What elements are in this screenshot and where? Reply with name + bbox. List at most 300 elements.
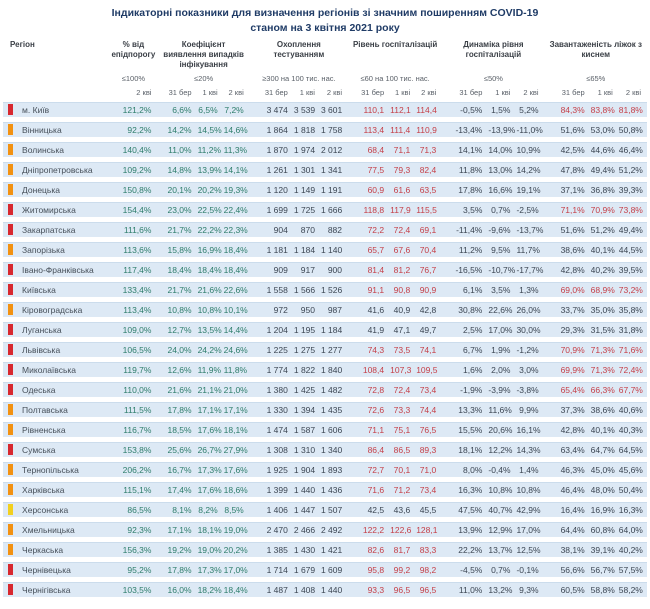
table-row	[3, 482, 647, 497]
region-marker-cell	[3, 102, 19, 117]
table-row	[3, 282, 647, 297]
testing-coverage-value: 1 758	[321, 122, 348, 137]
region-status-marker-icon	[8, 584, 13, 595]
oxygen-bed-occupancy-value: 38,1%	[545, 542, 591, 557]
region-status-marker-icon	[8, 304, 13, 315]
region-marker-cell	[3, 262, 19, 277]
region-marker-cell	[3, 362, 19, 377]
testing-coverage-value: 1 904	[294, 462, 321, 477]
epidemic-threshold-value: 106,5%	[109, 342, 157, 357]
testing-coverage-value: 1 864	[250, 122, 294, 137]
oxygen-bed-occupancy-value: 64,0%	[619, 522, 647, 537]
region-status-marker-icon	[8, 544, 13, 555]
testing-coverage-value: 3 539	[294, 102, 321, 117]
table-row	[3, 582, 647, 597]
testing-coverage-value: 2 012	[321, 142, 348, 157]
detection-coefficient-value: 17,0%	[224, 562, 250, 577]
region-name: Львівська	[19, 342, 109, 357]
region-status-marker-icon	[8, 384, 13, 395]
table-row	[3, 462, 647, 477]
oxygen-bed-occupancy-value: 71,3%	[591, 342, 619, 357]
hospitalization-level-value: 67,6	[390, 242, 416, 257]
table-row	[3, 502, 647, 517]
detection-coefficient-value: 24,6%	[224, 342, 250, 357]
hospitalization-dynamics-value: 13,0%	[488, 162, 516, 177]
testing-coverage-value: 1 394	[294, 402, 321, 417]
threshold-detection: ≤20%	[157, 75, 249, 83]
detection-coefficient-value: 13,5%	[198, 322, 224, 337]
detection-coefficient-value: 14,4%	[224, 322, 250, 337]
epidemic-threshold-value: 154,4%	[109, 202, 157, 217]
region-status-marker-icon	[8, 264, 13, 275]
hospitalization-level-value: 73,3	[390, 402, 416, 417]
region-name: Житомирська	[19, 202, 109, 217]
oxygen-bed-occupancy-value: 16,9%	[591, 502, 619, 517]
hospitalization-level-value: 86,4	[348, 442, 390, 457]
detection-coefficient-value: 14,5%	[198, 122, 224, 137]
testing-coverage-value: 987	[321, 302, 348, 317]
region-status-marker-icon	[8, 244, 13, 255]
region-status-marker-icon	[8, 344, 13, 355]
hospitalization-level-value: 81,7	[390, 542, 416, 557]
region-marker-cell	[3, 402, 19, 417]
detection-coefficient-value: 17,8%	[157, 562, 197, 577]
hospitalization-dynamics-value: 0,7%	[488, 202, 516, 217]
oxygen-bed-occupancy-value: 46,4%	[619, 142, 647, 157]
testing-coverage-value: 1 399	[250, 482, 294, 497]
oxygen-bed-occupancy-value: 31,5%	[591, 322, 619, 337]
testing-coverage-value: 882	[321, 222, 348, 237]
hospitalization-dynamics-value: 22,6%	[488, 302, 516, 317]
testing-coverage-value: 1 609	[321, 562, 348, 577]
testing-coverage-value: 917	[294, 262, 321, 277]
testing-coverage-value: 1 195	[294, 322, 321, 337]
region-name: Закарпатська	[19, 222, 109, 237]
oxygen-bed-occupancy-value: 45,6%	[619, 462, 647, 477]
region-status-marker-icon	[8, 184, 13, 195]
epidemic-threshold-value: 113,4%	[109, 302, 157, 317]
region-marker-cell	[3, 242, 19, 257]
region-name: Одеська	[19, 382, 109, 397]
hospitalization-level-value: 71,2	[390, 482, 416, 497]
detection-coefficient-value: 18,6%	[224, 482, 250, 497]
hospitalization-dynamics-value: 13,7%	[488, 542, 516, 557]
testing-coverage-value: 1 440	[294, 482, 321, 497]
testing-coverage-value: 1 487	[250, 582, 294, 597]
oxygen-bed-occupancy-value: 39,5%	[619, 262, 647, 277]
detection-coefficient-value: 14,6%	[224, 122, 250, 137]
testing-coverage-value: 1 225	[250, 342, 294, 357]
region-marker-cell	[3, 322, 19, 337]
oxygen-bed-occupancy-value: 45,0%	[591, 462, 619, 477]
oxygen-bed-occupancy-value: 46,4%	[545, 482, 591, 497]
region-name: Херсонська	[19, 502, 109, 517]
epidemic-threshold-value: 133,4%	[109, 282, 157, 297]
oxygen-bed-occupancy-value: 81,8%	[619, 102, 647, 117]
table-row	[3, 242, 647, 257]
detection-coefficient-value: 18,2%	[198, 582, 224, 597]
region-status-marker-icon	[8, 164, 13, 175]
region-marker-cell	[3, 122, 19, 137]
oxygen-bed-occupancy-value: 50,8%	[619, 122, 647, 137]
table-row	[3, 442, 647, 457]
oxygen-bed-occupancy-value: 64,7%	[591, 442, 619, 457]
oxygen-bed-occupancy-value: 16,3%	[619, 502, 647, 517]
detection-coefficient-value: 11,3%	[224, 142, 250, 157]
epidemic-threshold-value: 113,6%	[109, 242, 157, 257]
epidemic-threshold-value: 103,5%	[109, 582, 157, 597]
oxygen-bed-occupancy-value: 71,6%	[619, 342, 647, 357]
region-name: Миколаївська	[19, 362, 109, 377]
hospitalization-dynamics-value: 15,5%	[442, 422, 488, 437]
hospitalization-level-value: 63,5	[416, 182, 442, 197]
detection-coefficient-value: 21,0%	[224, 382, 250, 397]
hospitalization-dynamics-value: 17,0%	[516, 522, 544, 537]
date-label: 31 бер	[545, 89, 591, 97]
hospitalization-level-value: 74,4	[416, 402, 442, 417]
detection-coefficient-value: 16,0%	[157, 582, 197, 597]
hospitalization-level-value: 73,5	[390, 342, 416, 357]
hospitalization-dynamics-value: 11,0%	[442, 582, 488, 597]
detection-coefficient-value: 11,9%	[198, 362, 224, 377]
hospitalization-dynamics-value: 16,6%	[488, 182, 516, 197]
oxygen-bed-occupancy-value: 60,8%	[591, 522, 619, 537]
header-group-row	[3, 40, 647, 70]
detection-coefficient-value: 17,8%	[157, 402, 197, 417]
detection-coefficient-value: 6,6%	[157, 102, 197, 117]
oxygen-bed-occupancy-value: 69,0%	[545, 282, 591, 297]
testing-coverage-value: 2 492	[321, 522, 348, 537]
table-row	[3, 362, 647, 377]
date-label: 2 кві	[416, 89, 442, 97]
hospitalization-dynamics-value: 6,7%	[442, 342, 488, 357]
region-name: Дніпропетровська	[19, 162, 109, 177]
region-name: Рівненська	[19, 422, 109, 437]
epidemic-threshold-value: 140,4%	[109, 142, 157, 157]
oxygen-bed-occupancy-value: 48,0%	[591, 482, 619, 497]
testing-coverage-value: 1 925	[250, 462, 294, 477]
hospitalization-level-value: 76,5	[416, 422, 442, 437]
oxygen-bed-occupancy-value: 44,6%	[591, 142, 619, 157]
testing-coverage-value: 1 341	[321, 162, 348, 177]
hospitalization-dynamics-value: 30,8%	[442, 302, 488, 317]
testing-coverage-value: 1 558	[250, 282, 294, 297]
detection-coefficient-value: 8,2%	[198, 502, 224, 517]
hospitalization-level-value: 70,4	[416, 242, 442, 257]
oxygen-bed-occupancy-value: 83,8%	[591, 102, 619, 117]
detection-coefficient-value: 11,2%	[198, 142, 224, 157]
region-marker-cell	[3, 442, 19, 457]
date-label: 1 кві	[591, 89, 619, 97]
oxygen-bed-occupancy-value: 42,8%	[545, 262, 591, 277]
hospitalization-level-value: 41,6	[348, 302, 390, 317]
detection-coefficient-value: 12,6%	[157, 362, 197, 377]
detection-coefficient-value: 24,0%	[157, 342, 197, 357]
hospitalization-level-value: 49,7	[416, 322, 442, 337]
hospitalization-level-value: 96,5	[416, 582, 442, 597]
oxygen-bed-occupancy-value: 42,8%	[545, 422, 591, 437]
oxygen-bed-occupancy-value: 70,9%	[545, 342, 591, 357]
oxygen-bed-occupancy-value: 63,4%	[545, 442, 591, 457]
detection-coefficient-value: 18,4%	[198, 262, 224, 277]
hospitalization-dynamics-value: 40,7%	[488, 502, 516, 517]
hospitalization-level-value: 117,9	[390, 202, 416, 217]
detection-coefficient-value: 16,9%	[198, 242, 224, 257]
oxygen-bed-occupancy-value: 40,1%	[591, 422, 619, 437]
hospitalization-level-value: 71,0	[416, 462, 442, 477]
hospitalization-level-value: 81,4	[348, 262, 390, 277]
hospitalization-level-value: 81,2	[390, 262, 416, 277]
oxygen-bed-occupancy-value: 57,5%	[619, 562, 647, 577]
oxygen-bed-occupancy-value: 53,0%	[591, 122, 619, 137]
detection-coefficient-value: 20,1%	[157, 182, 197, 197]
hospitalization-dynamics-value: 2,5%	[442, 322, 488, 337]
detection-coefficient-value: 11,0%	[157, 142, 197, 157]
epidemic-threshold-value: 116,7%	[109, 422, 157, 437]
epidemic-threshold-value: 109,0%	[109, 322, 157, 337]
hospitalization-dynamics-value: 11,2%	[442, 242, 488, 257]
epidemic-threshold-value: 95,2%	[109, 562, 157, 577]
detection-coefficient-value: 18,4%	[224, 262, 250, 277]
hospitalization-level-value: 40,9	[390, 302, 416, 317]
hospitalization-level-value: 41,9	[348, 322, 390, 337]
testing-coverage-value: 1 679	[294, 562, 321, 577]
hospitalization-dynamics-value: 17,8%	[442, 182, 488, 197]
report-title	[0, 0, 650, 35]
column-header-testing-coverage: Охоплення тестуванням	[250, 40, 348, 70]
detection-coefficient-value: 10,8%	[157, 302, 197, 317]
hospitalization-dynamics-value: 3,5%	[442, 202, 488, 217]
testing-coverage-value: 1 566	[294, 282, 321, 297]
region-status-marker-icon	[8, 144, 13, 155]
hospitalization-level-value: 111,4	[390, 122, 416, 137]
hospitalization-level-value: 65,7	[348, 242, 390, 257]
testing-coverage-value: 1 275	[294, 342, 321, 357]
hospitalization-dynamics-value: 11,8%	[442, 162, 488, 177]
table-row	[3, 342, 647, 357]
hospitalization-dynamics-value: 16,1%	[516, 422, 544, 437]
hospitalization-dynamics-value: 1,3%	[516, 282, 544, 297]
hospitalization-level-value: 82,4	[416, 162, 442, 177]
testing-coverage-value: 1 277	[321, 342, 348, 357]
hospitalization-level-value: 71,3	[416, 142, 442, 157]
hospitalization-dynamics-value: 14,2%	[516, 162, 544, 177]
testing-coverage-value: 950	[294, 302, 321, 317]
detection-coefficient-value: 6,5%	[198, 102, 224, 117]
threshold-epidemic: ≤100%	[109, 75, 157, 83]
hospitalization-level-value: 70,1	[390, 462, 416, 477]
date-label: 2 кві	[321, 89, 348, 97]
region-marker-cell	[3, 482, 19, 497]
region-marker-cell	[3, 142, 19, 157]
testing-coverage-value: 1 893	[321, 462, 348, 477]
hospitalization-level-value: 122,6	[390, 522, 416, 537]
hospitalization-level-value: 90,9	[416, 282, 442, 297]
table-row	[3, 122, 647, 137]
detection-coefficient-value: 21,6%	[157, 382, 197, 397]
testing-coverage-value: 1 385	[250, 542, 294, 557]
hospitalization-dynamics-value: 11,7%	[516, 242, 544, 257]
date-label: 2 кві	[619, 89, 647, 97]
hospitalization-dynamics-value: 14,1%	[442, 142, 488, 157]
region-marker-cell	[3, 542, 19, 557]
testing-coverage-value: 1 301	[294, 162, 321, 177]
oxygen-bed-occupancy-value: 47,8%	[545, 162, 591, 177]
testing-coverage-value: 1 474	[250, 422, 294, 437]
hospitalization-dynamics-value: -9,6%	[488, 222, 516, 237]
region-status-marker-icon	[8, 444, 13, 455]
hospitalization-dynamics-value: 12,2%	[488, 442, 516, 457]
column-header-region: Регіон	[3, 40, 109, 70]
region-status-marker-icon	[8, 424, 13, 435]
table-row	[3, 222, 647, 237]
hospitalization-dynamics-value: 18,1%	[442, 442, 488, 457]
hospitalization-level-value: 95,8	[348, 562, 390, 577]
testing-coverage-value: 1 149	[294, 182, 321, 197]
detection-coefficient-value: 17,3%	[198, 462, 224, 477]
oxygen-bed-occupancy-value: 46,3%	[545, 462, 591, 477]
hospitalization-dynamics-value: 47,5%	[442, 502, 488, 517]
oxygen-bed-occupancy-value: 40,1%	[591, 242, 619, 257]
hospitalization-level-value: 79,3	[390, 162, 416, 177]
table-row	[3, 522, 647, 537]
hospitalization-level-value: 96,5	[390, 582, 416, 597]
detection-coefficient-value: 22,4%	[224, 202, 250, 217]
region-marker-cell	[3, 462, 19, 477]
hospitalization-dynamics-value: 1,4%	[516, 462, 544, 477]
header-threshold-row	[3, 75, 647, 83]
hospitalization-dynamics-value: 17,0%	[488, 322, 516, 337]
hospitalization-level-value: 72,8	[348, 382, 390, 397]
hospitalization-level-value: 76,7	[416, 262, 442, 277]
testing-coverage-value: 1 436	[321, 482, 348, 497]
region-marker-cell	[3, 522, 19, 537]
region-status-marker-icon	[8, 284, 13, 295]
hospitalization-level-value: 98,2	[416, 562, 442, 577]
hospitalization-dynamics-value: 3,0%	[516, 362, 544, 377]
hospitalization-level-value: 89,3	[416, 442, 442, 457]
hospitalization-dynamics-value: 14,3%	[516, 442, 544, 457]
oxygen-bed-occupancy-value: 39,3%	[619, 182, 647, 197]
oxygen-bed-occupancy-value: 35,0%	[591, 302, 619, 317]
hospitalization-dynamics-value: 2,0%	[488, 362, 516, 377]
hospitalization-dynamics-value: 0,7%	[488, 562, 516, 577]
hospitalization-level-value: 73,4	[416, 382, 442, 397]
testing-coverage-value: 1 870	[250, 142, 294, 157]
region-name: Чернівецька	[19, 562, 109, 577]
table-row	[3, 262, 647, 277]
oxygen-bed-occupancy-value: 51,2%	[591, 222, 619, 237]
detection-coefficient-value: 17,1%	[224, 402, 250, 417]
region-name: Чернігівська	[19, 582, 109, 597]
hospitalization-dynamics-value: -4,5%	[442, 562, 488, 577]
detection-coefficient-value: 21,1%	[198, 382, 224, 397]
region-status-marker-icon	[8, 204, 13, 215]
threshold-dynamics: ≤50%	[442, 75, 544, 83]
testing-coverage-value: 3 601	[321, 102, 348, 117]
detection-coefficient-value: 19,3%	[224, 182, 250, 197]
region-status-marker-icon	[8, 124, 13, 135]
testing-coverage-value: 1 818	[294, 122, 321, 137]
detection-coefficient-value: 14,8%	[157, 162, 197, 177]
region-name: м. Київ	[19, 102, 109, 117]
testing-coverage-value: 1 204	[250, 322, 294, 337]
hospitalization-dynamics-value: 10,8%	[516, 482, 544, 497]
testing-coverage-value: 1 406	[250, 502, 294, 517]
oxygen-bed-occupancy-value: 40,3%	[619, 422, 647, 437]
region-name: Запорізька	[19, 242, 109, 257]
testing-coverage-value: 972	[250, 302, 294, 317]
table-header	[3, 40, 647, 97]
date-label: 31 бер	[157, 89, 197, 97]
region-name: Тернопільська	[19, 462, 109, 477]
hospitalization-dynamics-value: 9,3%	[516, 582, 544, 597]
oxygen-bed-occupancy-value: 68,9%	[591, 282, 619, 297]
hospitalization-dynamics-value: 13,3%	[442, 402, 488, 417]
hospitalization-dynamics-value: 1,9%	[488, 342, 516, 357]
detection-coefficient-value: 21,7%	[157, 282, 197, 297]
region-marker-cell	[3, 382, 19, 397]
testing-coverage-value: 1 425	[294, 382, 321, 397]
region-name: Київська	[19, 282, 109, 297]
table-row	[3, 562, 647, 577]
detection-coefficient-value: 22,5%	[198, 202, 224, 217]
region-name: Луганська	[19, 322, 109, 337]
table-row	[3, 382, 647, 397]
hospitalization-level-value: 91,1	[348, 282, 390, 297]
detection-coefficient-value: 18,4%	[224, 582, 250, 597]
hospitalization-level-value: 86,5	[390, 442, 416, 457]
testing-coverage-value: 1 184	[321, 322, 348, 337]
oxygen-bed-occupancy-value: 64,5%	[619, 442, 647, 457]
testing-coverage-value: 3 474	[250, 102, 294, 117]
hospitalization-level-value: 72,4	[390, 382, 416, 397]
testing-coverage-value: 1 526	[321, 282, 348, 297]
testing-coverage-value: 1 140	[321, 242, 348, 257]
hospitalization-dynamics-value: 14,0%	[488, 142, 516, 157]
detection-coefficient-value: 18,4%	[157, 262, 197, 277]
detection-coefficient-value: 8,1%	[157, 502, 197, 517]
oxygen-bed-occupancy-value: 84,3%	[545, 102, 591, 117]
detection-coefficient-value: 27,9%	[224, 442, 250, 457]
region-marker-cell	[3, 222, 19, 237]
table-row	[3, 542, 647, 557]
hospitalization-level-value: 72,4	[390, 222, 416, 237]
oxygen-bed-occupancy-value: 58,8%	[591, 582, 619, 597]
oxygen-bed-occupancy-value: 36,8%	[591, 182, 619, 197]
oxygen-bed-occupancy-value: 37,3%	[545, 402, 591, 417]
hospitalization-dynamics-value: 22,2%	[442, 542, 488, 557]
epidemic-threshold-value: 109,2%	[109, 162, 157, 177]
hospitalization-level-value: 93,3	[348, 582, 390, 597]
epidemic-threshold-value: 111,6%	[109, 222, 157, 237]
oxygen-bed-occupancy-value: 50,4%	[619, 482, 647, 497]
epidemic-threshold-value: 92,3%	[109, 522, 157, 537]
epidemic-threshold-value: 86,5%	[109, 502, 157, 517]
table-row	[3, 402, 647, 417]
hospitalization-level-value: 75,1	[390, 422, 416, 437]
oxygen-bed-occupancy-value: 58,2%	[619, 582, 647, 597]
hospitalization-dynamics-value: -11,4%	[442, 222, 488, 237]
date-label: 31 бер	[442, 89, 488, 97]
hospitalization-level-value: 83,3	[416, 542, 442, 557]
detection-coefficient-value: 15,8%	[157, 242, 197, 257]
hospitalization-level-value: 73,4	[416, 482, 442, 497]
hospitalization-dynamics-value: 19,1%	[516, 182, 544, 197]
region-marker-cell	[3, 162, 19, 177]
region-marker-cell	[3, 302, 19, 317]
oxygen-bed-occupancy-value: 38,6%	[591, 402, 619, 417]
